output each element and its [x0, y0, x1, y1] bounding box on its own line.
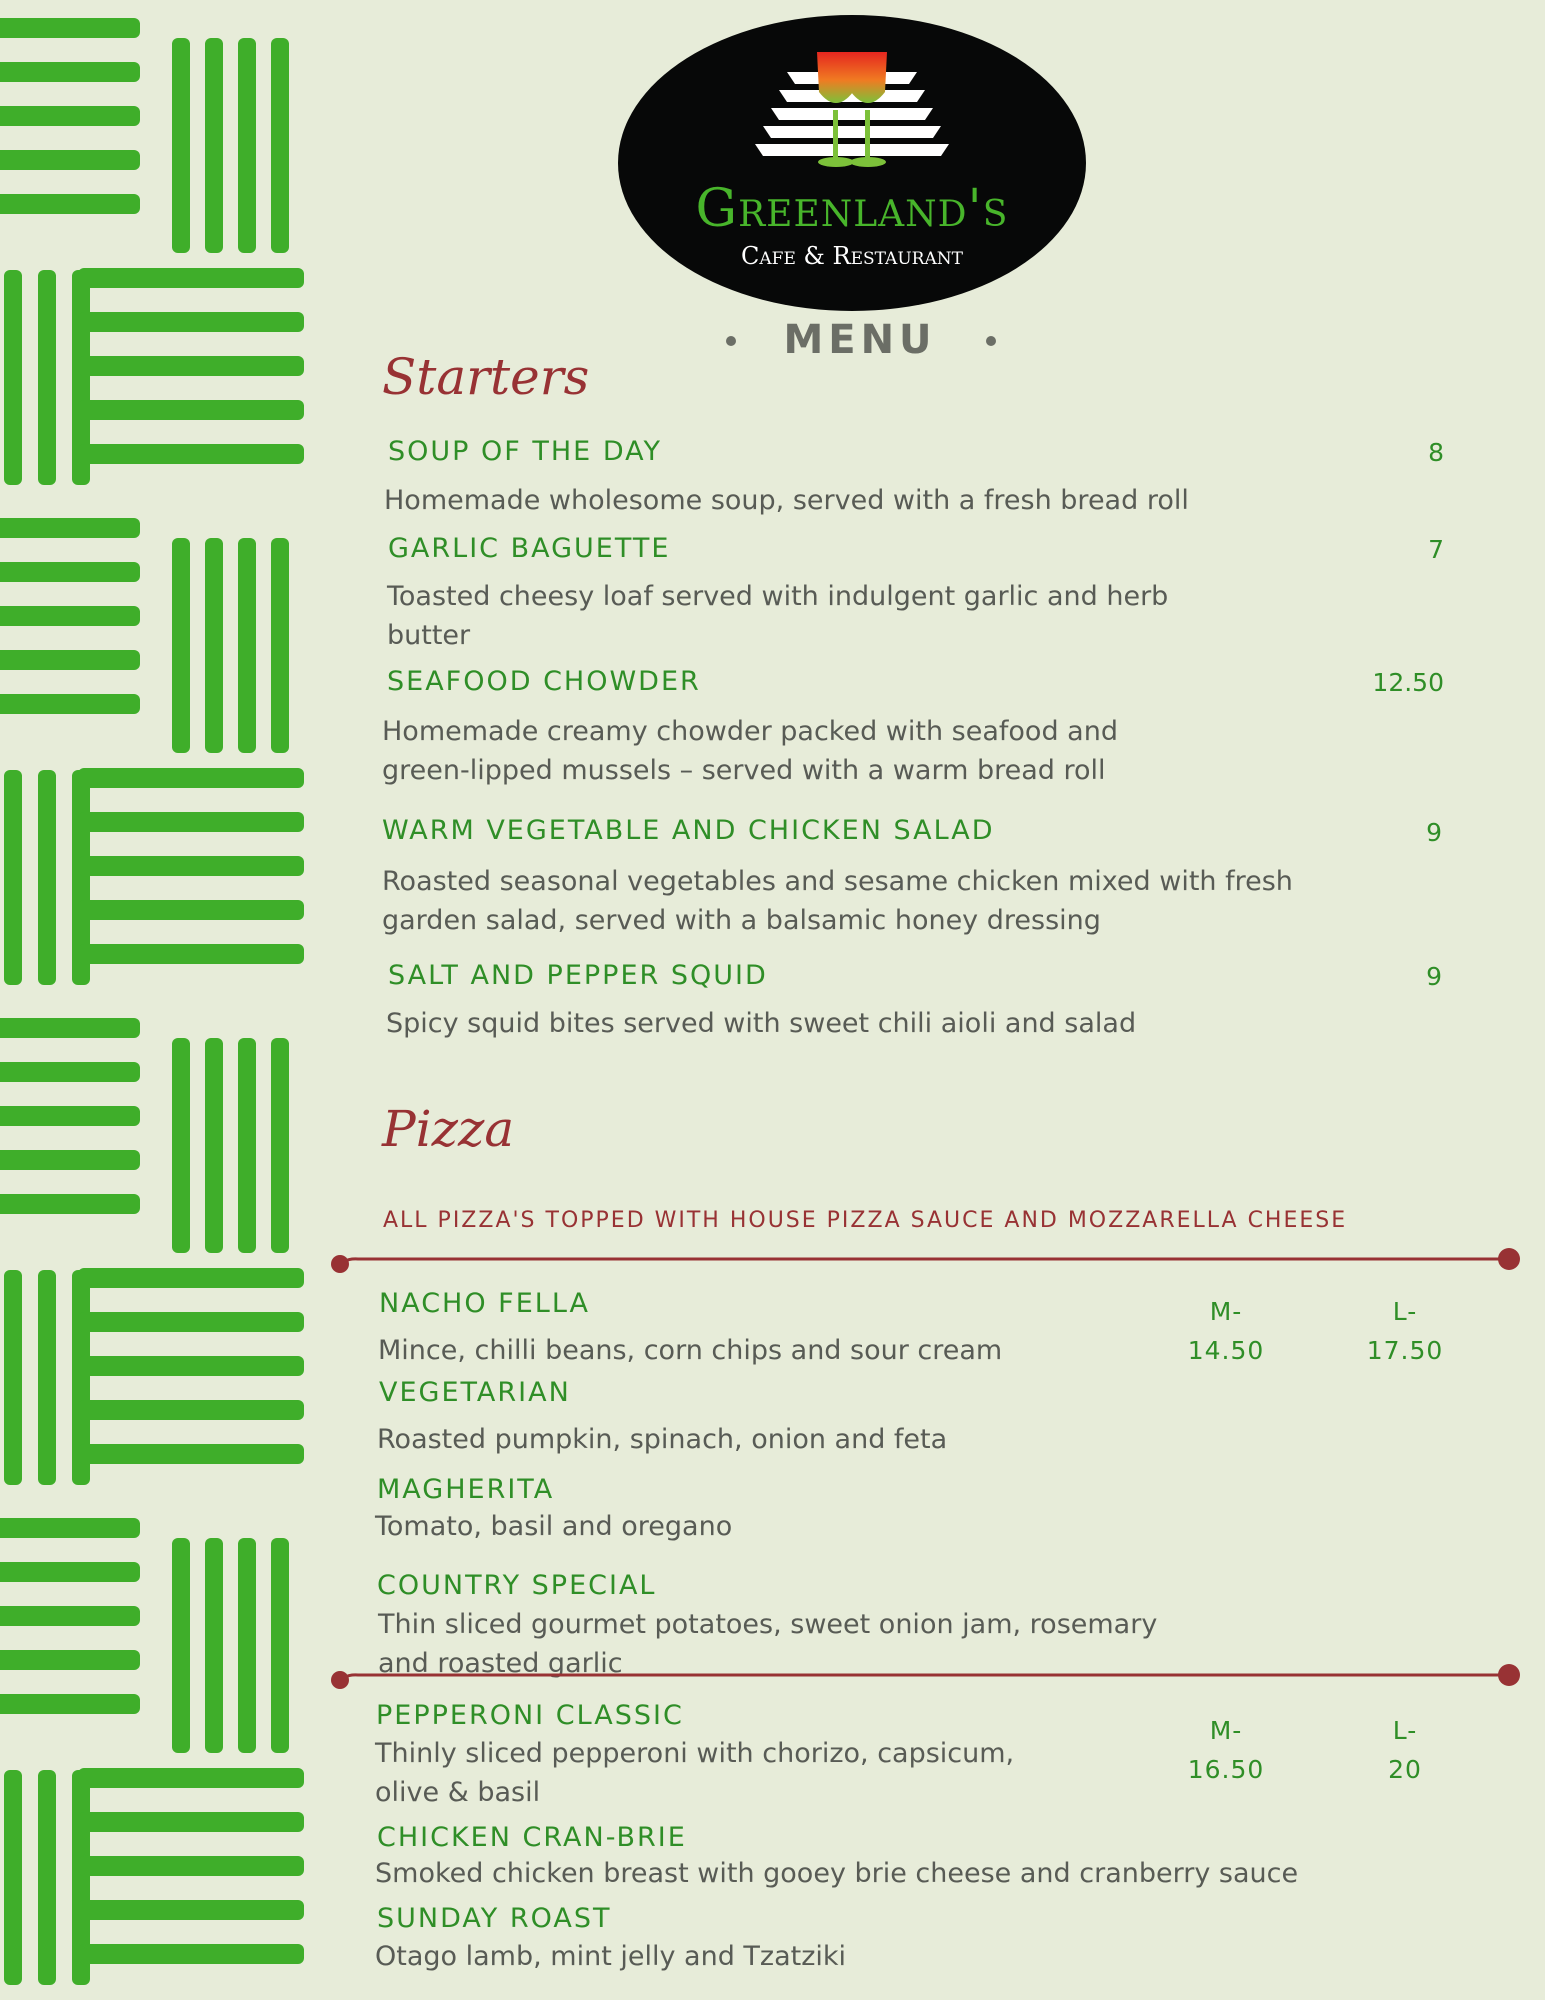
brush-stroke [172, 1538, 190, 1753]
brush-stroke [4, 270, 22, 485]
logo-restaurant-name: Greenland's [695, 179, 1009, 239]
brush-stroke [0, 1650, 140, 1670]
menu-item-name: COUNTRY SPECIAL [377, 1570, 657, 1601]
brush-stroke [271, 538, 289, 753]
brush-stroke [0, 1062, 140, 1082]
brush-stroke [205, 538, 223, 753]
brush-stroke [4, 1270, 22, 1485]
medium-price: M- 16.50 [1187, 1716, 1265, 1784]
brush-stroke [0, 694, 140, 714]
menu-item-description: Homemade wholesome soup, served with a fresh bread roll [384, 485, 1189, 516]
brush-stroke [205, 1038, 223, 1253]
brush-stroke [238, 1038, 256, 1253]
menu-item-price: 7 [1428, 535, 1444, 564]
menu-item-name: SEAFOOD CHOWDER [387, 666, 701, 697]
menu-item-description: Homemade creamy chowder packed with seafood and green-lipped mussels – served with a warm bread roll [382, 716, 1118, 786]
brush-stroke [78, 1312, 304, 1332]
brush-stroke [0, 18, 140, 38]
medium-price: M- 14.50 [1187, 1297, 1265, 1365]
brush-stroke [238, 38, 256, 253]
brush-stroke [78, 1812, 304, 1832]
brush-stroke [0, 1018, 140, 1038]
menu-item-description: Tomato, basil and oregano [375, 1511, 733, 1542]
brush-stroke [78, 1356, 304, 1376]
menu-item-name: SALT AND PEPPER SQUID [388, 960, 768, 991]
section-divider [328, 1246, 1523, 1276]
menu-item-name: PEPPERONI CLASSIC [376, 1700, 684, 1731]
brush-stroke [0, 194, 140, 214]
brush-stroke [271, 1038, 289, 1253]
brush-stroke [78, 400, 304, 420]
brush-stroke [78, 1768, 304, 1788]
brush-stroke [205, 1538, 223, 1753]
brush-stroke [4, 770, 22, 985]
section-title-starters: Starters [382, 348, 590, 406]
restaurant-logo [617, 14, 1087, 312]
brush-stroke [78, 1444, 304, 1464]
large-price: L- 20 [1388, 1716, 1422, 1784]
brush-stroke [0, 1694, 140, 1714]
brush-stroke [78, 812, 304, 832]
menu-item-price: 12.50 [1372, 668, 1444, 697]
menu-item-description: Otago lamb, mint jelly and Tzatziki [375, 1941, 847, 1972]
menu-item-name: WARM VEGETABLE AND CHICKEN SALAD [382, 815, 995, 846]
brush-stroke [238, 1538, 256, 1753]
brush-stroke [78, 1856, 304, 1876]
brush-stroke [0, 150, 140, 170]
brush-stroke [38, 270, 56, 485]
menu-item-description: Spicy squid bites served with sweet chili aioli and salad [386, 1008, 1137, 1039]
brush-stroke [0, 1150, 140, 1170]
brush-stroke [78, 312, 304, 332]
brush-stroke [0, 1518, 140, 1538]
brush-stroke [78, 1400, 304, 1420]
brush-stroke [0, 1606, 140, 1626]
brush-stroke [0, 518, 140, 538]
menu-item-description: Toasted cheesy loaf served with indulgent garlic and herb butter [387, 581, 1169, 651]
brush-stroke [0, 106, 140, 126]
brush-stroke [172, 1038, 190, 1253]
brush-stroke [0, 62, 140, 82]
menu-item-name: SOUP OF THE DAY [388, 436, 663, 467]
brush-stroke [0, 562, 140, 582]
brush-stroke [78, 1268, 304, 1288]
brush-stroke [271, 1538, 289, 1753]
section-title-pizza: Pizza [382, 1100, 515, 1158]
menu-item-description: Smoked chicken breast with gooey brie cheese and cranberry sauce [375, 1858, 1299, 1889]
brush-stroke [0, 1106, 140, 1126]
brush-stroke [78, 768, 304, 788]
brush-stroke [0, 1194, 140, 1214]
brush-stroke [172, 38, 190, 253]
brush-stroke [78, 356, 304, 376]
brush-stroke [172, 538, 190, 753]
brush-stroke [238, 538, 256, 753]
menu-item-price: 9 [1426, 962, 1442, 991]
menu-item-name: MAGHERITA [377, 1474, 555, 1505]
menu-item-description: Roasted seasonal vegetables and sesame chicken mixed with fresh garden salad, served with a balsamic honey dressing [382, 866, 1293, 936]
section-divider [328, 1662, 1523, 1692]
brush-stroke [205, 38, 223, 253]
pizza-note: ALL PIZZA'S TOPPED WITH HOUSE PIZZA SAUCE AND MOZZARELLA CHEESE [383, 1208, 1348, 1233]
large-price: L- 17.50 [1366, 1297, 1444, 1365]
brush-stroke [78, 856, 304, 876]
menu-item-name: VEGETARIAN [379, 1377, 571, 1408]
menu-item-description: Roasted pumpkin, spinach, onion and feta [377, 1424, 948, 1455]
menu-item-price: 9 [1426, 818, 1442, 847]
menu-item-description: Thinly sliced pepperoni with chorizo, capsicum, olive & basil [375, 1738, 1015, 1808]
brush-stroke [38, 1770, 56, 1985]
brush-stroke [0, 650, 140, 670]
menu-title: MENU [783, 317, 937, 363]
logo-subtitle: Cafe & Restaurant [741, 242, 963, 270]
brush-stroke-pattern [0, 0, 305, 2000]
brush-stroke [78, 268, 304, 288]
menu-item-name: NACHO FELLA [379, 1288, 590, 1319]
brush-stroke [78, 444, 304, 464]
brush-stroke [38, 1270, 56, 1485]
menu-item-description: Mince, chilli beans, corn chips and sour cream [378, 1335, 1003, 1366]
brush-stroke [78, 900, 304, 920]
menu-item-price: 8 [1428, 438, 1444, 467]
brush-stroke [271, 38, 289, 253]
menu-item-description: Thin sliced gourmet potatoes, sweet onion jam, rosemary and roasted garlic [378, 1609, 1158, 1679]
menu-item-name: GARLIC BAGUETTE [388, 533, 671, 564]
menu-item-name: SUNDAY ROAST [377, 1903, 612, 1934]
menu-title-dot-right [986, 336, 996, 346]
brush-stroke [78, 1900, 304, 1920]
brush-stroke [78, 944, 304, 964]
brush-stroke [0, 606, 140, 626]
menu-item-name: CHICKEN CRAN-BRIE [377, 1822, 687, 1853]
brush-stroke [4, 1770, 22, 1985]
brush-stroke [38, 770, 56, 985]
brush-stroke [0, 1562, 140, 1582]
brush-stroke [78, 1944, 304, 1964]
